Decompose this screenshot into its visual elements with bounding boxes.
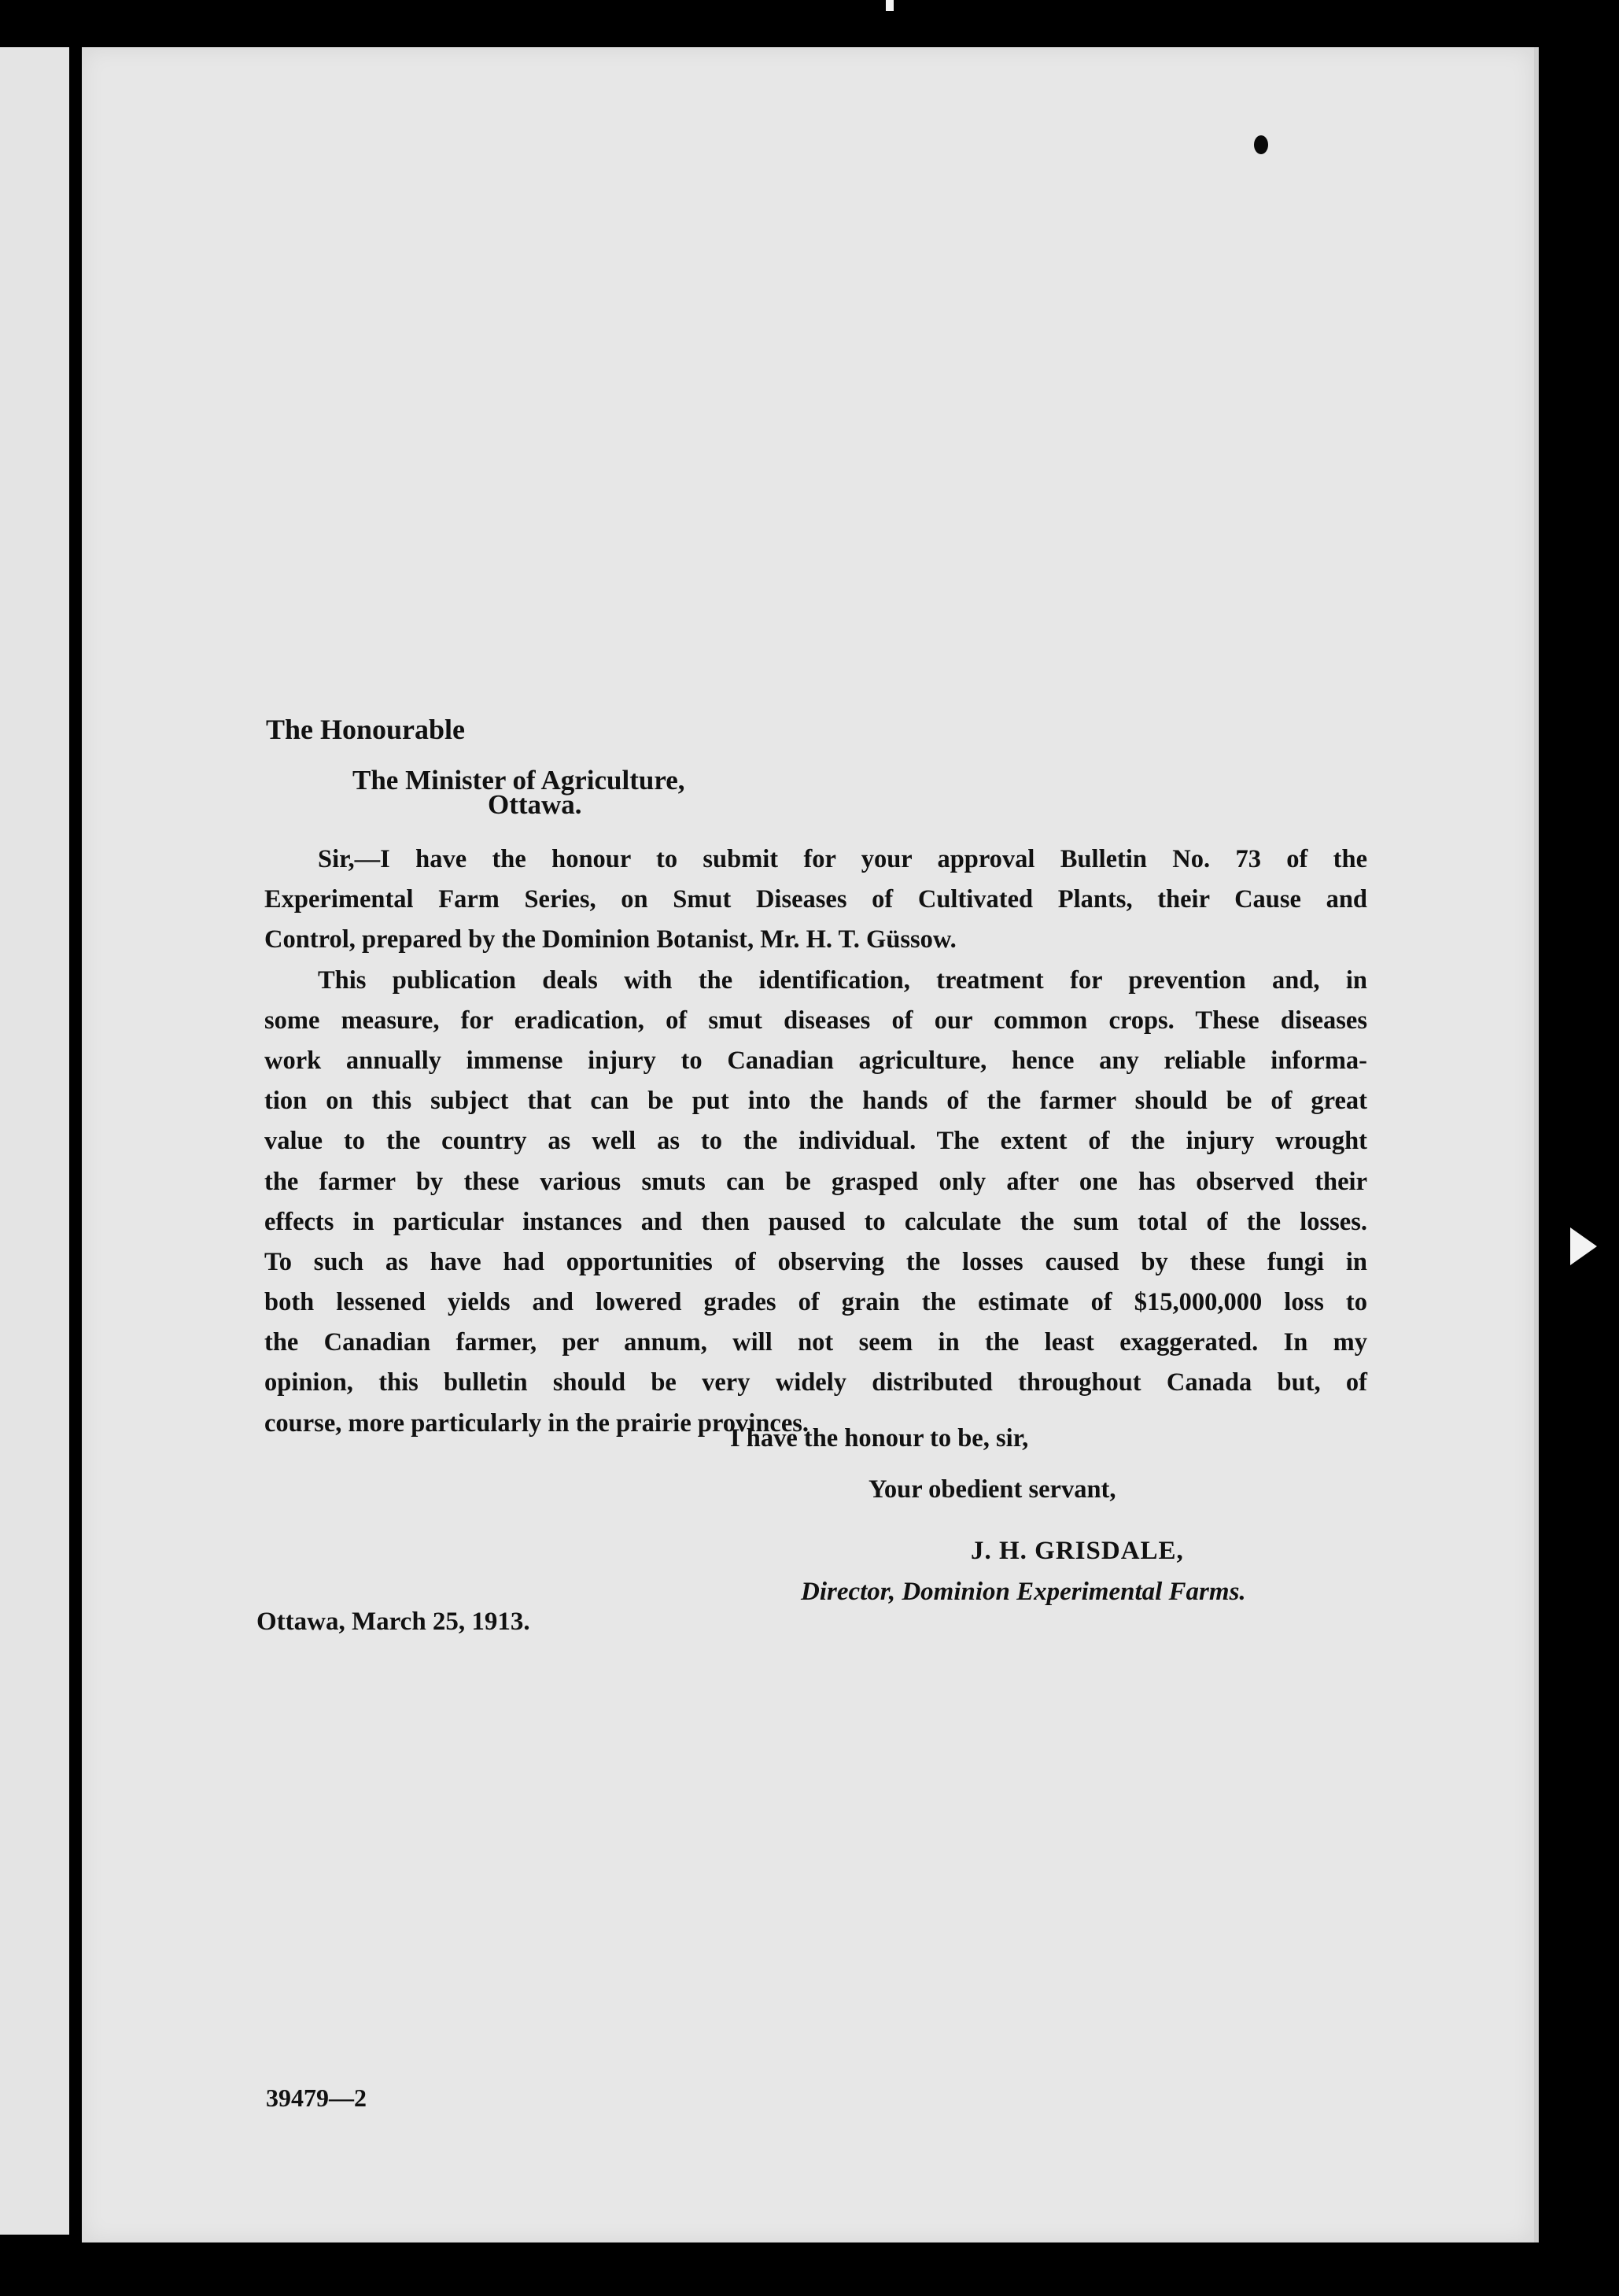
- body-line: Experimental Farm Series, on Smut Diseases of Cultivated Plants, their Cause and: [264, 885, 1367, 914]
- body-line: work annually immense injury to Canadian agriculture, hence any reliable informa-: [264, 1046, 1367, 1075]
- body-line: effects in particular instances and then paused to calculate the sum total of the losses.: [264, 1207, 1367, 1236]
- body-line: the Canadian farmer, per annum, will not seem in the least exaggerated. In my: [264, 1328, 1367, 1357]
- body-line: opinion, this bulletin should be very widely distributed throughout Canada but, of: [264, 1368, 1367, 1397]
- scan-artifact-right: [1570, 1227, 1597, 1265]
- address-line-2: The Minister of Agriculture,: [352, 765, 685, 795]
- body-line: tion on this subject that can be put into the hands of the farmer should be of great: [264, 1087, 1367, 1116]
- address-line-1: The Honourable: [266, 714, 466, 745]
- page-edge: [1534, 47, 1539, 2242]
- body-line: value to the country as well as to the individual. The extent of the injury wrought: [264, 1127, 1367, 1156]
- letter-body: [264, 840, 1367, 1444]
- closing-line-1: I have the honour to be, sir,: [730, 1424, 1029, 1453]
- body-line: both lessened yields and lowered grades of grain the estimate of $15,000,000 loss to: [264, 1288, 1367, 1317]
- body-line: Control, prepared by the Dominion Botanist, Mr. H. T. Güssow.: [264, 925, 957, 954]
- dateline: Ottawa, March 25, 1913.: [256, 1608, 530, 1636]
- body-line: To such as have had opportunities of observing the losses caused by these fungi in: [264, 1247, 1367, 1276]
- body-line: Sir,—I have the honour to submit for your approval Bulletin No. 73 of the: [318, 845, 1367, 873]
- previous-page-edge: [0, 47, 69, 2235]
- body-line: course, more particularly in the prairie provinces.: [264, 1408, 810, 1438]
- closing-line-2: Your obedient servant,: [869, 1475, 1116, 1504]
- body-line: the farmer by these various smuts can be grasped only after one has observed their: [264, 1167, 1367, 1196]
- signature-title: Director, Dominion Experimental Farms.: [801, 1578, 1246, 1606]
- body-line: some measure, for eradication, of smut diseases of our common crops. These diseases: [264, 1006, 1367, 1035]
- scan-artifact-top: [886, 0, 894, 11]
- print-code: 39479—2: [266, 2084, 367, 2112]
- signature-name: J. H. GRISDALE,: [971, 1537, 1184, 1565]
- address-line-3: Ottawa.: [488, 789, 582, 820]
- body-line: This publication deals with the identification, treatment for prevention and, in: [318, 965, 1367, 995]
- ink-blot: [1254, 135, 1268, 154]
